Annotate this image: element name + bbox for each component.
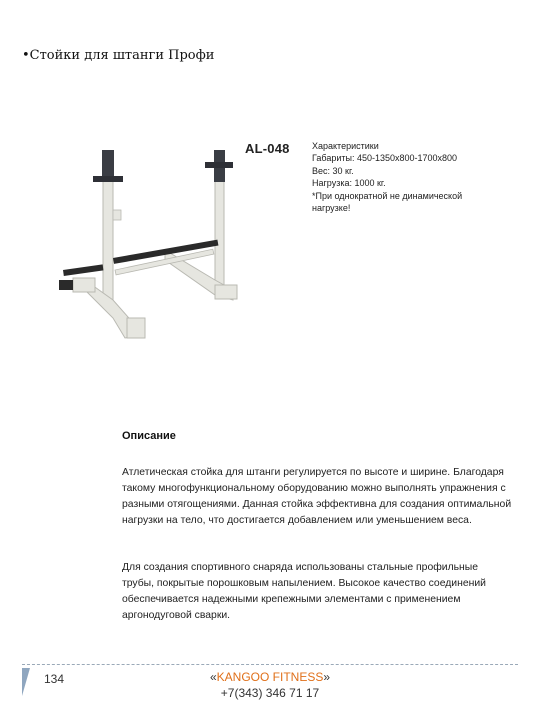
spec-line: Нагрузка: 1000 кг. <box>312 178 386 189</box>
description-text: Атлетическая стойка для штанги регулируется по высоте и ширине. Благодаря такому многофункциональному оборудованию можно выполнять упражнения с разными отягощениями. Данная стойка эффективна для создания оптимальной нагрузки на тело, что достигается добавлением или уменьшением веса. <box>122 467 512 526</box>
page-title: •Стойки для штанги Профи <box>22 48 215 63</box>
spec-line: Габариты: 450-1350x800-1700x800 <box>312 153 458 164</box>
description-paragraph <box>122 465 512 529</box>
description-paragraph <box>122 560 512 624</box>
brand-quote-open: « <box>209 670 217 684</box>
description-heading: Описание <box>122 430 176 442</box>
brand-quote-close: » <box>323 670 331 684</box>
model-code: AL-048 <box>245 141 290 156</box>
brand-name <box>200 670 340 684</box>
spec-line: *При однократной не динамической <box>312 190 463 201</box>
spec-line: Характеристики <box>312 141 379 151</box>
description-text: Для создания спортивного снаряда использованы стальные профильные трубы, покрытые порошковым напылением. Высокое качество соединений обеспечивается надежными крепежными элементами с применением аргонодуговой сварки. <box>122 562 486 621</box>
squat-rack-illustration <box>59 150 237 338</box>
product-photo <box>55 130 305 360</box>
specs-block <box>312 140 512 214</box>
page-marker-icon <box>22 668 30 696</box>
spec-line: Вес: 30 кг. <box>312 165 354 176</box>
page-number: 134 <box>44 672 65 686</box>
spec-line: нагрузке! <box>312 203 351 214</box>
brand-label: KANGOO FITNESS <box>216 670 324 684</box>
phone-number: +7(343) 346 71 17 <box>220 686 320 700</box>
footer-divider <box>22 664 518 665</box>
